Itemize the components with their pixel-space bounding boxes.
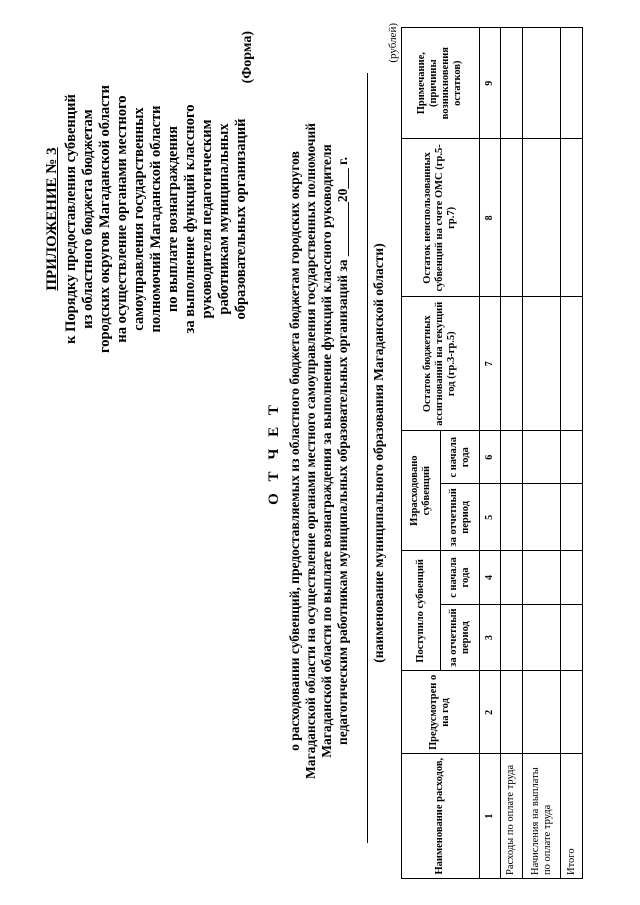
table-row: [561, 27, 583, 878]
appendix-line: на осуществление органами местного: [114, 94, 130, 343]
header-col9: Примечание, (причины возникновения остатков): [402, 27, 480, 138]
header-spent-year: с начала года: [440, 430, 479, 483]
appendix-line: по выплате вознаграждения: [165, 125, 181, 312]
report-title: О Т Ч Е Т: [266, 400, 282, 505]
row-label: Начисления на выплаты по оплате труда: [522, 753, 561, 878]
header-col1: Наименование расходов,: [402, 753, 480, 878]
table-cell: [522, 671, 561, 754]
col-number: 7: [479, 296, 501, 430]
header-col2: Предусмотрен о на год: [402, 671, 480, 754]
table-cell: [501, 27, 523, 138]
table-cell: [501, 296, 523, 430]
report-desc-line: о расходовании субвенций, предоставляемых из областного бюджета бюджетам городских округов: [287, 150, 302, 751]
header-received-period: за отчетный период: [440, 604, 479, 671]
header-received-year: с начала года: [440, 550, 479, 603]
appendix-line: из областного бюджета бюджетам: [80, 108, 96, 329]
report-desc-line: педагогическим работникам муниципальных образовательных организаций за ________20___ г.: [335, 156, 350, 745]
appendix-title: ПРИЛОЖЕНИЕ № 3: [44, 146, 60, 291]
table-cell: [561, 550, 583, 603]
table-cell: [501, 604, 523, 671]
table-cell: [522, 604, 561, 671]
table-cell: [522, 138, 561, 296]
table-cell: [501, 483, 523, 550]
col-number: 1: [479, 753, 501, 878]
col-number: 8: [479, 138, 501, 296]
report-desc-line: Магаданской области по выплате вознаграждения за выполнение функций классного руководителя: [319, 143, 334, 758]
col-number: 2: [479, 671, 501, 754]
appendix-line: руководителя педагогическим: [199, 119, 215, 318]
table-cell: [501, 550, 523, 603]
table-cell: [561, 604, 583, 671]
document-page: [40, 13, 600, 893]
units-label: (рублей): [387, 22, 399, 63]
col-number: 9: [479, 27, 501, 138]
appendix-line: за выполнение функций классного: [182, 104, 198, 333]
header-col8: Остаток неиспользованных субвенций на счете ОМС (гр.5-гр.7): [402, 138, 480, 296]
table-cell: [501, 430, 523, 483]
table-row: [501, 27, 523, 878]
table-cell: [522, 27, 561, 138]
report-description: [287, 43, 351, 859]
header-spent-period: за отчетный период: [440, 483, 479, 550]
table-row: [522, 27, 561, 878]
table-cell: [561, 671, 583, 754]
col-number: 3: [479, 604, 501, 671]
col-number: 4: [479, 550, 501, 603]
table-cell: [522, 430, 561, 483]
column-numbers-row: [479, 27, 501, 878]
appendix-line: городских округов Магаданской области: [97, 84, 113, 353]
row-label: Расходы по оплате труда: [501, 753, 523, 878]
row-label: Итого: [561, 753, 583, 878]
table-cell: [561, 138, 583, 296]
table-cell: [561, 296, 583, 430]
table-cell: [501, 671, 523, 754]
appendix-line: к Порядку предоставления субвенций: [63, 93, 79, 344]
header-spent: Израсходовано субвенций: [402, 430, 441, 550]
appendix-line: образовательных организаций: [233, 117, 249, 320]
table-cell: [522, 483, 561, 550]
appendix-line: полномочий Магаданской области: [148, 105, 164, 332]
header-row: [402, 27, 441, 878]
report-desc-line: Магаданской области на осуществление органами местного самоуправления государственных полномочий: [303, 122, 318, 779]
col-number: 5: [479, 483, 501, 550]
header-col7: Остаток бюджетных ассигнований на текущий год (гр.3-гр.5): [402, 296, 480, 430]
report-table: [401, 27, 583, 879]
table-cell: [522, 550, 561, 603]
table-cell: [561, 27, 583, 138]
municipality-caption: (наименование муниципального образования Магаданской области): [371, 242, 386, 663]
municipality-underline: [367, 73, 368, 843]
appendix-block: [44, 39, 250, 399]
appendix-line: самоуправления государственных: [131, 106, 147, 331]
table-cell: [522, 296, 561, 430]
form-label: (Форма): [240, 30, 255, 83]
col-number: 6: [479, 430, 501, 483]
table-cell: [561, 430, 583, 483]
table-cell: [501, 138, 523, 296]
header-received: Поступило субвенций: [402, 550, 441, 670]
appendix-line: работникам муниципальных: [216, 122, 232, 315]
table-cell: [561, 483, 583, 550]
